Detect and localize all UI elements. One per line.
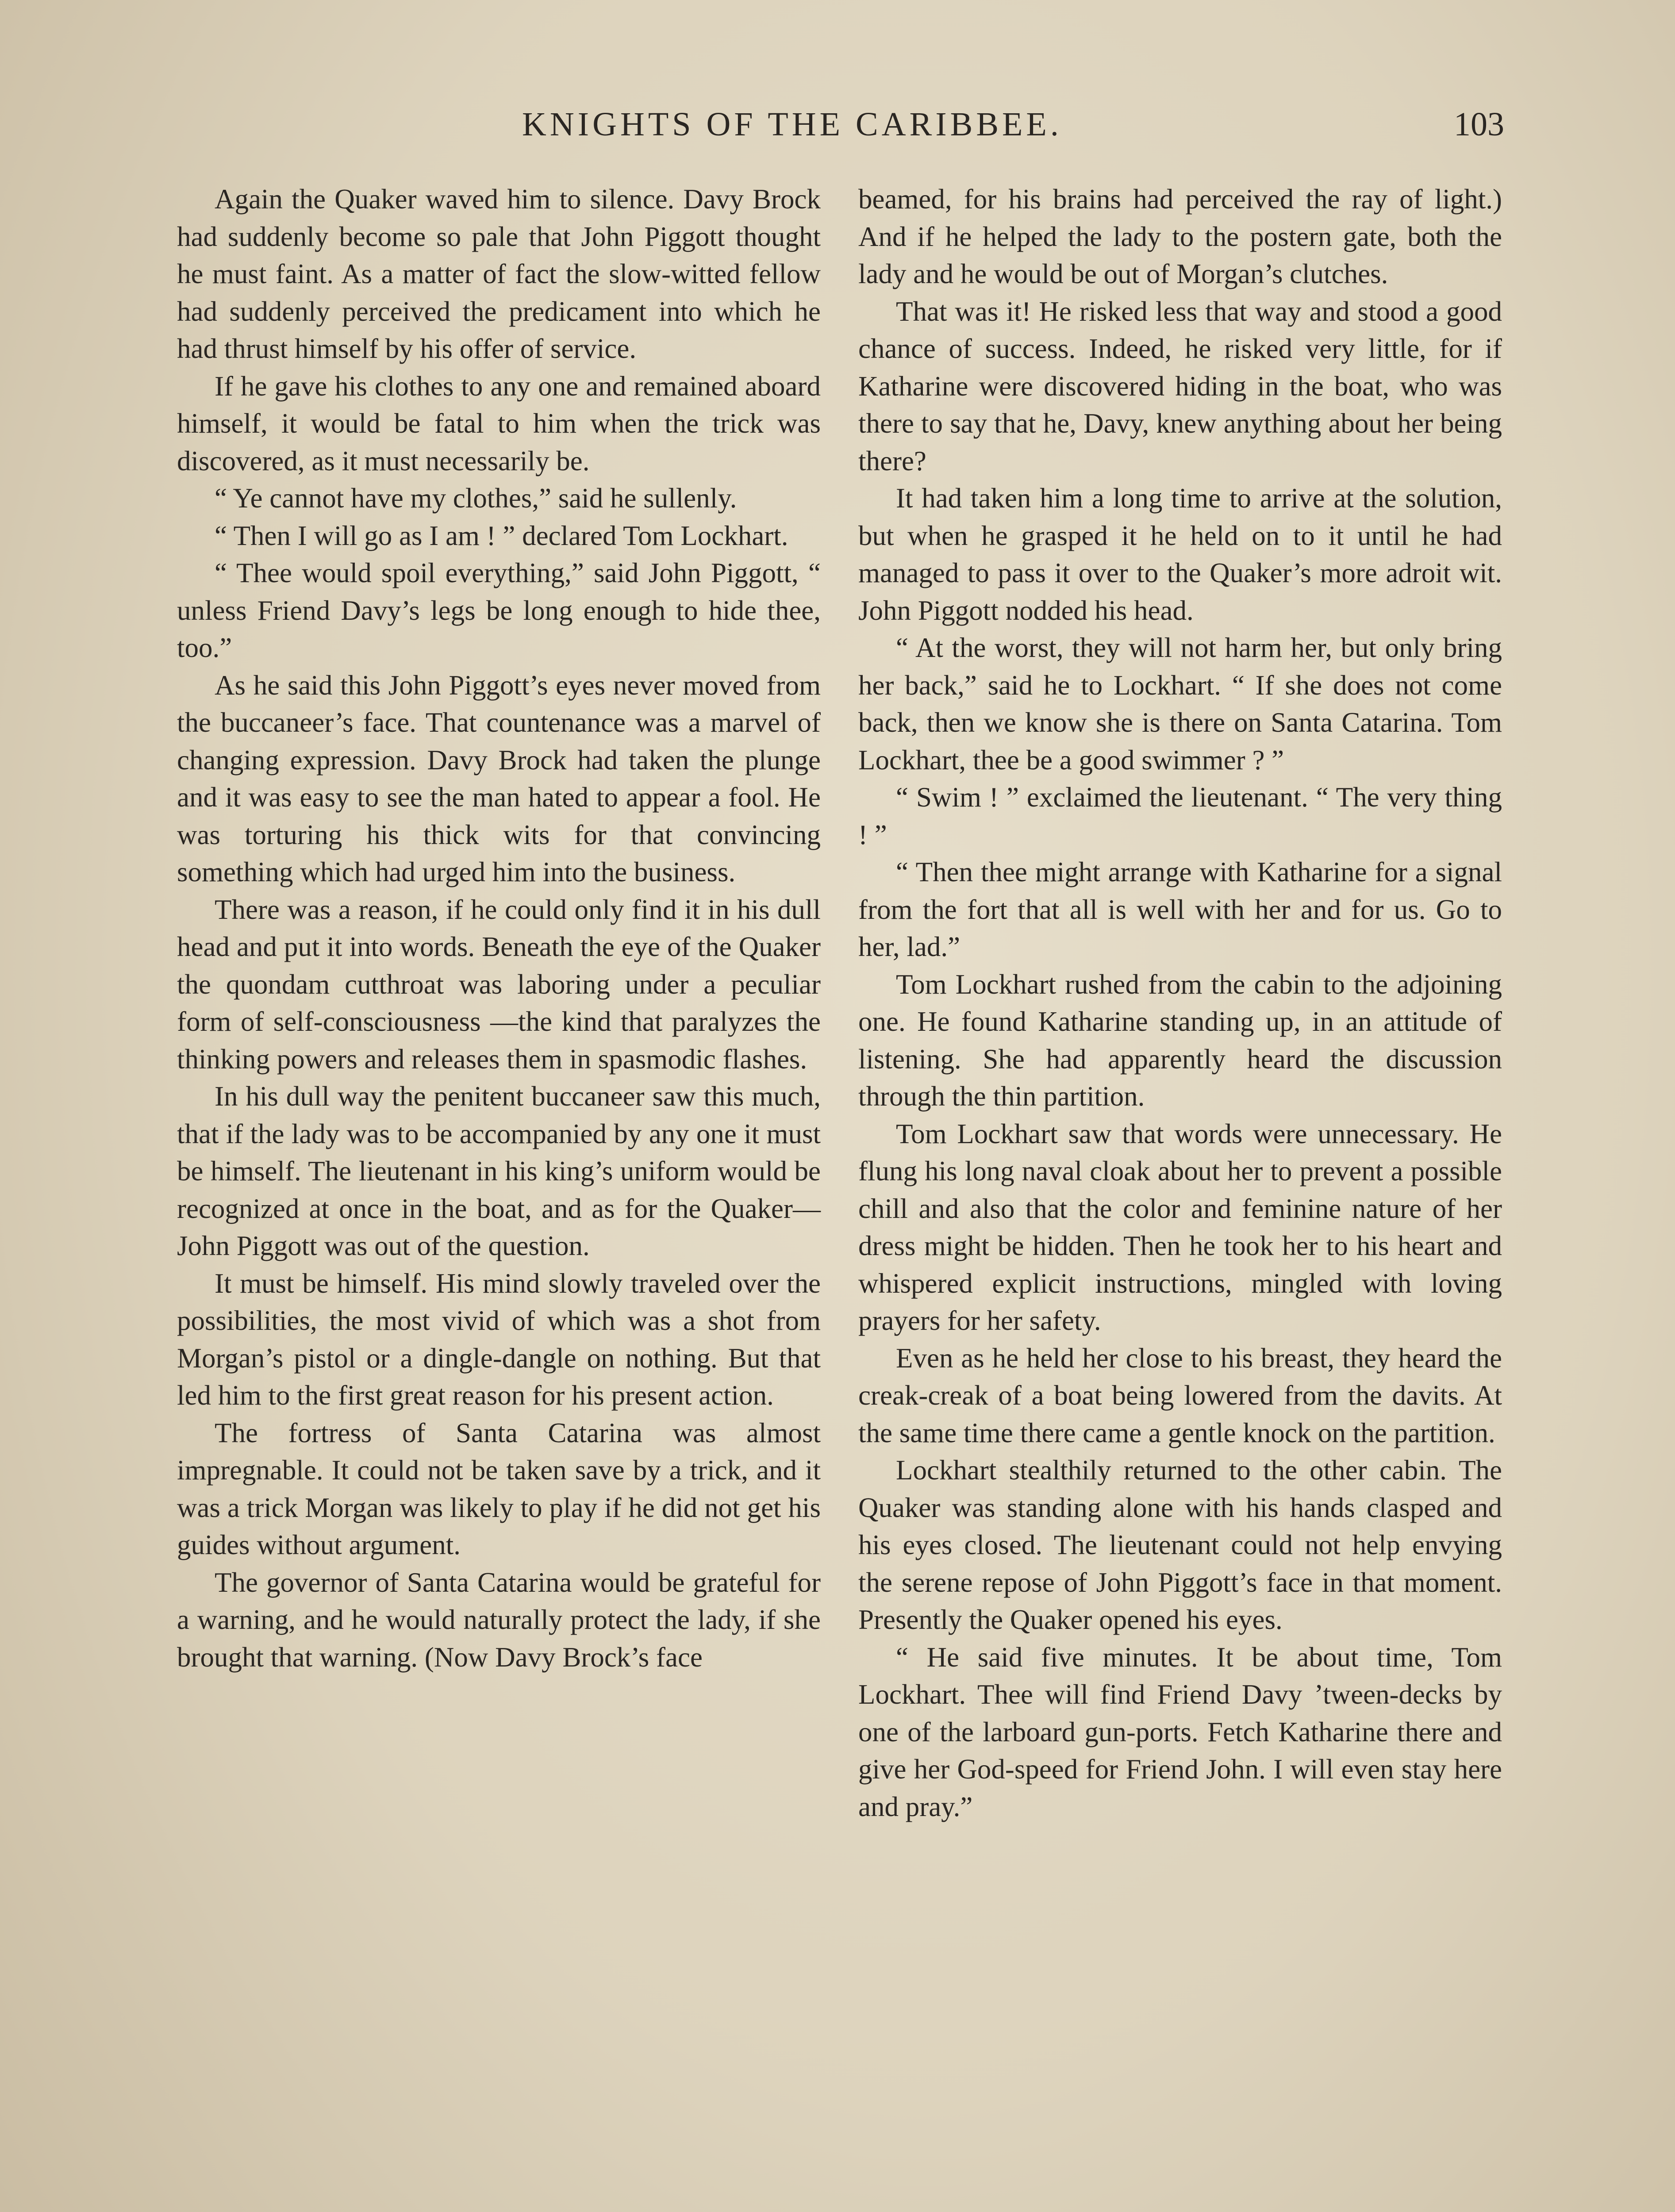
paragraph: “ At the worst, they will not harm her, but only bring her back,” said he to Lockhart. “ If she does not come back, then we know she is there on Santa Catarina. Tom Lockhart, thee be a good swimmer ? ” (858, 632, 1502, 776)
left-column (177, 180, 821, 1676)
paragraph: “ Then I will go as I am ! ” declared Tom Lockhart. (215, 520, 788, 551)
paragraph: It had taken him a long time to arrive at the solution, but when he grasped it he held on to it until he had managed to pass it over to the Quaker’s more adroit wit. John Piggott nodded his head. (858, 483, 1502, 626)
paragraph: Even as he held her close to his breast, they heard the creak-creak of a boat being lowered from the davits. At the same time there came a gentle knock on the partition. (858, 1342, 1502, 1448)
paragraph: If he gave his clothes to any one and remained aboard himself, it would be fatal to him when the trick was discovered, as it must necessarily be. (177, 370, 821, 476)
page-number: 103 (1454, 106, 1504, 143)
paragraph: Tom Lockhart rushed from the cabin to the adjoining one. He found Katharine standing up, in an attitude of listening. She had apparently heard the discussion through the thin partition. (858, 968, 1502, 1112)
page-header (177, 105, 1504, 154)
paragraph-continued: beamed, for his brains had perceived the ray of light.) And if he helped the lady to the postern gate, both the lady and he would be out of Morgan’s clutches. (858, 184, 1502, 289)
paragraph: Lockhart stealthily returned to the other cabin. The Quaker was standing alone with his hands clasped and his eyes closed. The lieutenant could not help envying the serene repose of John Piggott’s face in that moment. Presently the Quaker opened his eyes. (858, 1455, 1502, 1635)
paragraph: There was a reason, if he could only find it in his dull head and put it into words. Beneath the eye of the Quaker the quondam cutthroat was laboring under a peculiar form of self-consciousness —the kind that paralyzes the thinking powers and releases them in spasmodic flashes. (177, 894, 821, 1075)
running-title: KNIGHTS OF THE CARIBBEE. (522, 106, 1062, 143)
paragraph: It must be himself. His mind slowly traveled over the possibilities, the most vivid of which was a shot from Morgan’s pistol or a dingle-dangle on nothing. But that led him to the first great reason for his present action. (177, 1267, 821, 1411)
paragraph: Again the Quaker waved him to silence. Davy Brock had suddenly become so pale that John Piggott thought he must faint. As a matter of fact the slow-witted fellow had suddenly perceived the predicament into which he had thrust himself by his offer of service. (177, 184, 821, 364)
paragraph: The governor of Santa Catarina would be grateful for a warning, and he would naturally protect the lady, if she brought that warning. (Now Davy Brock’s face (177, 1567, 821, 1673)
paragraph: The fortress of Santa Catarina was almost impregnable. It could not be taken save by a trick, and it was a trick Morgan was likely to play if he did not get his guides without argument. (177, 1417, 821, 1560)
paragraph: That was it! He risked less that way and stood a good chance of success. Indeed, he risked very little, for if Katharine were discovered hiding in the boat, who was there to say that he, Davy, knew anything about her being there? (858, 296, 1502, 476)
paragraph: “ Thee would spoil everything,” said John Piggott, “ unless Friend Davy’s legs be long enough to hide thee, too.” (177, 557, 821, 663)
paragraph: In his dull way the penitent buccaneer saw this much, that if the lady was to be accompanied by any one it must be himself. The lieutenant in his king’s uniform would be recognized at once in the boat, and as for the Quaker—John Piggott was out of the question. (177, 1081, 821, 1261)
right-column (858, 180, 1502, 1825)
paragraph: Tom Lockhart saw that words were unnecessary. He flung his long naval cloak about her to prevent a possible chill and also that the color and feminine nature of her dress might be hidden. Then he took her to his heart and whispered explicit instructions, mingled with loving prayers for her safety. (858, 1118, 1502, 1336)
paragraph: “ Swim ! ” exclaimed the lieutenant. “ The very thing ! ” (858, 782, 1502, 850)
paragraph: As he said this John Piggott’s eyes never moved from the buccaneer’s face. That countenance was a marvel of changing expression. Davy Brock had taken the plunge and it was easy to see the man hated to appear a fool. He was torturing his thick wits for that convincing something which had urged him into the business. (177, 669, 821, 887)
paragraph: “ Ye cannot have my clothes,” said he sullenly. (215, 483, 737, 514)
paragraph: “ Then thee might arrange with Katharine for a signal from the fort that all is well with her and for us. Go to her, lad.” (858, 856, 1502, 962)
paragraph: “ He said five minutes. It be about time, Tom Lockhart. Thee will find Friend Davy ’tween-decks by one of the larboard gun-ports. Fetch Katharine there and give her God-speed for Friend John. I will even stay here and pray.” (858, 1641, 1502, 1822)
